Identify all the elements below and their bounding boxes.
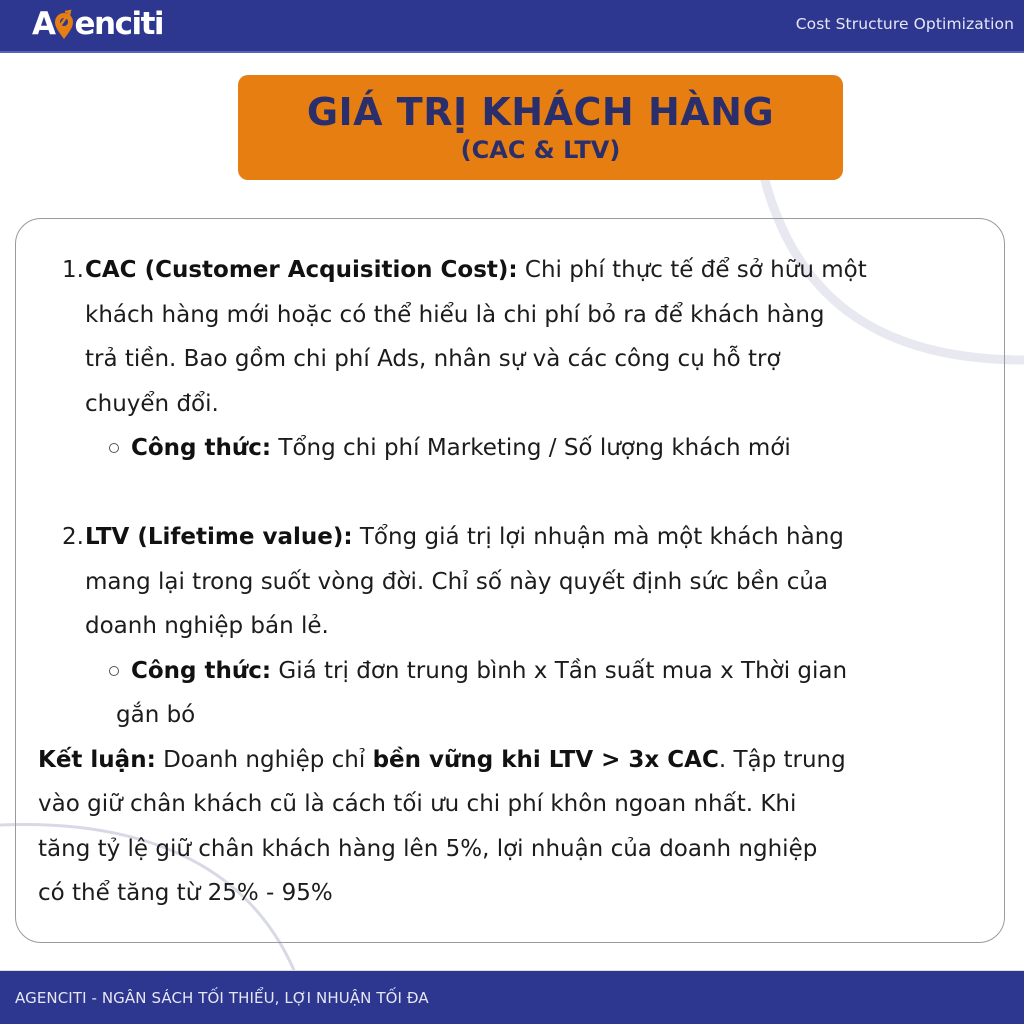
item-line: doanh nghiệp bán lẻ. — [85, 613, 329, 639]
conclusion-text: Doanh nghiệp chỉ — [155, 746, 373, 773]
conclusion-line: tăng tỷ lệ giữ chân khách hàng lên 5%, lợi nhuận của doanh nghiệp — [38, 835, 818, 862]
footer-bar — [0, 970, 1024, 1024]
formula-text: Giá trị đơn trung bình x Tần suất mua x Thời gian — [271, 657, 848, 684]
item-line — [85, 248, 993, 293]
list-item-cac — [38, 248, 993, 426]
conclusion-label: Kết luận: — [38, 746, 156, 773]
logo-text-a: A — [32, 6, 55, 42]
page-subtitle: (CAC & LTV) — [460, 135, 621, 164]
footer-tagline: AGENCITI - NGÂN SÁCH TỐI THIỂU, LỢI NHUẬN TỐI ĐA — [15, 989, 429, 1007]
item-description: Tổng giá trị lợi nhuận mà một khách hàng — [352, 524, 844, 550]
agenciti-logo[interactable] — [32, 4, 163, 44]
content-body — [38, 248, 993, 916]
header-bar — [0, 0, 1024, 53]
conclusion-highlight: bền vững khi LTV > 3x CAC — [372, 746, 719, 773]
item-line: chuyển đổi. — [85, 390, 219, 417]
spacer — [38, 471, 993, 516]
header-subtitle: Cost Structure Optimization — [795, 15, 1014, 33]
map-pin-arrow-icon — [53, 9, 75, 39]
page-title: GIÁ TRỊ KHÁCH HÀNG — [306, 89, 775, 134]
formula-label: Công thức: — [131, 435, 272, 461]
logo-text-rest: enciti — [74, 6, 164, 42]
list-number: 1. — [62, 257, 84, 283]
formula-label: Công thức: — [131, 657, 272, 684]
circle-bullet-icon — [109, 666, 119, 676]
item-line: trả tiền. Bao gồm chi phí Ads, nhân sự và các công cụ hỗ trợ — [85, 346, 781, 372]
circle-bullet-icon — [109, 443, 119, 453]
formula-text: Tổng chi phí Marketing / Số lượng khách mới — [271, 435, 791, 461]
formula-text-cont: gắn bó — [116, 702, 196, 728]
item-term: CAC (Customer Acquisition Cost): — [85, 257, 518, 283]
conclusion-text: . Tập trung — [718, 746, 846, 773]
item-line: mang lại trong suốt vòng đời. Chỉ số này quyết định sức bền của — [85, 568, 829, 595]
conclusion-line: vào giữ chân khách cũ là cách tối ưu chi phí khôn ngoan nhất. Khi — [38, 791, 797, 817]
conclusion-line: có thể tăng từ 25% - 95% — [38, 880, 333, 906]
conclusion — [38, 738, 993, 916]
item-line: khách hàng mới hoặc có thể hiểu là chi phí bỏ ra để khách hàng — [85, 301, 825, 328]
item-term: LTV (Lifetime value): — [85, 524, 353, 550]
formula-ltv — [38, 649, 993, 738]
item-line — [85, 515, 993, 560]
title-banner — [238, 75, 843, 180]
formula-cac — [38, 426, 993, 471]
list-number: 2. — [62, 524, 84, 550]
item-description: Chi phí thực tế để sở hữu một — [517, 257, 867, 283]
list-item-ltv — [38, 515, 993, 649]
conclusion-line — [38, 738, 993, 783]
